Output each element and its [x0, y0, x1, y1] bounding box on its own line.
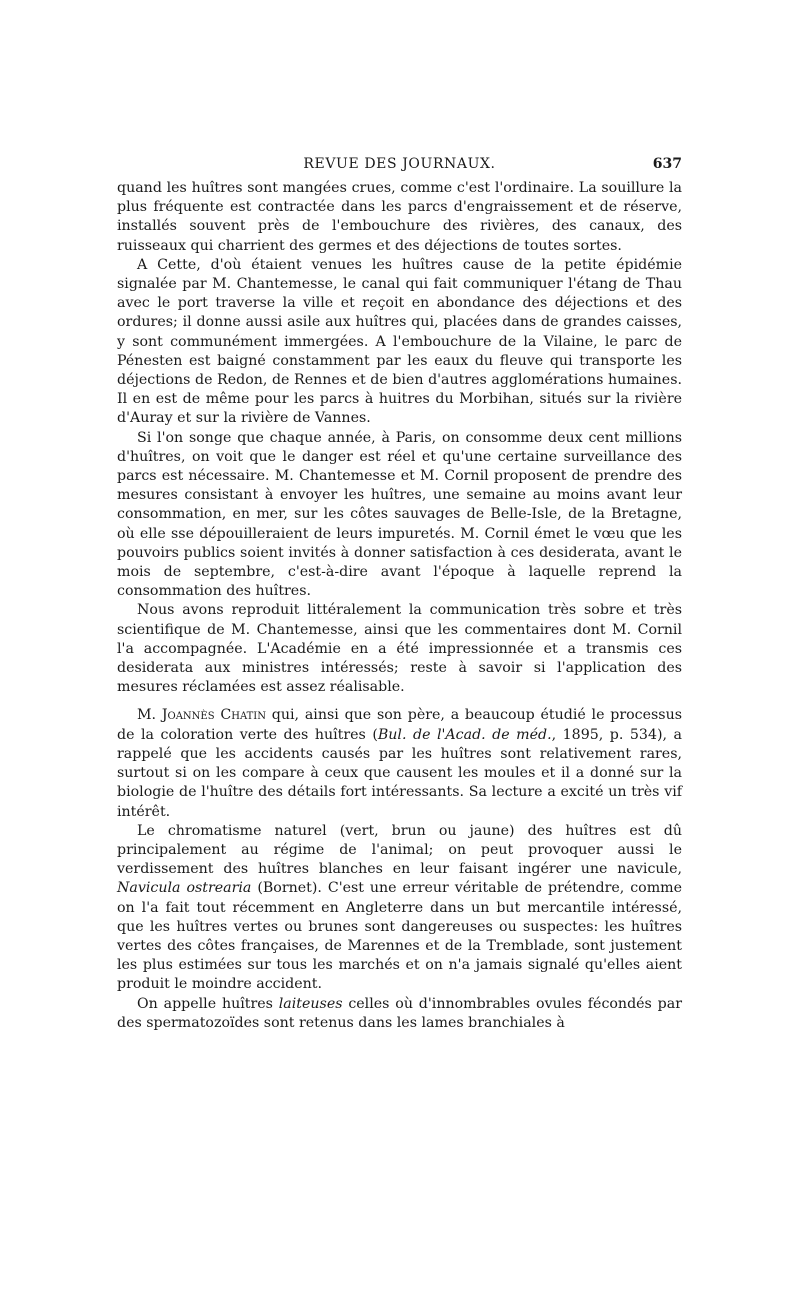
- paragraph-laiteuses: [117, 995, 682, 1033]
- text-segment: celles où d'innombrables ovules fécondés par des spermatozoïdes sont retenus dans les lames branchiales à: [117, 995, 682, 1031]
- document-page: [117, 153, 682, 1033]
- paragraph-surveillance: Si l'on songe que chaque année, à Paris, on consomme deux cent millions d'huîtres, on voit que le danger est réel et qu'une certaine surveillance des parcs est nécessaire. M. Chantemesse et M. Cornil proposent de prendre des mesures consistant à envoyer les huîtres, une semaine au moins avant leur consommation, en mer, sur les côtes sauvages de Belle-Isle, de la Bretagne, où elle sse dépouilleraient de leurs impuretés. M. Cornil émet le vœu que les pouvoirs publics soient invités à donner satisfaction à ces desiderata, avant le mois de septembre, c'est-à-dire avant l'époque à laquelle reprend la consommation des huîtres.: [117, 429, 682, 600]
- paragraph-commentary: Nous avons reproduit littéralement la communication très sobre et très scientifique de M. Chantemesse, ainsi que les commentaires dont M. Cornil l'a accompagnée. L'Académie en a été impressionnée et a transmis ces desiderata aux ministres intéressés; reste à savoir si l'application des mesures réclamées est assez réalisable.: [117, 602, 682, 696]
- page-header: [117, 153, 682, 179]
- author-name: Joannès Chatin: [161, 707, 266, 724]
- paragraph-chromatisme: [117, 822, 682, 995]
- paragraph-chatin: [117, 706, 682, 821]
- honorific: M.: [137, 707, 162, 724]
- page-number: 637: [652, 156, 682, 172]
- journal-citation: Bul. de l'Acad. de méd.: [377, 726, 552, 743]
- section-gap: [117, 697, 682, 706]
- text-segment: , 1895, p. 534), a rappelé que les accidents causés par les huîtres sont relativement rares, surtout si on les compare à ceux que causent les moules et il a donné sur la biologie de l'huître des détails fort intéressants. Sa lecture a excité un très vif intérêt.: [117, 726, 682, 820]
- species-name: Navicula ostrearia: [117, 880, 252, 897]
- text-segment: qui, ainsi que son père, a beaucoup étudié le processus de la coloration verte des huîtres (: [117, 707, 682, 743]
- paragraph-cette-epidemic: A Cette, d'où étaient venues les huîtres cause de la petite épidémie signalée par M. Chantemesse, le canal qui fait communiquer l'étang de Thau avec le port traverse la ville et reçoit en abondance des déjections et des ordures; il donne aussi asile aux huîtres qui, placées dans de grandes caisses, y sont communément immergées. A l'embouchure de la Vilaine, le parc de Pénesten est baigné constamment par les eaux du fleuve qui transporte les déjections de Redon, de Rennes et de bien d'autres agglomérations humaines. Il en est de même pour les parcs à huitres du Morbihan, situés sur la rivière d'Auray et sur la rivière de Vannes.: [117, 256, 682, 427]
- text-segment: On appelle huîtres: [137, 995, 279, 1012]
- term-laiteuses: laiteuses: [278, 995, 343, 1012]
- text-segment: Le chromatisme naturel (vert, brun ou jaune) des huîtres est dû principalement au régime de l'animal; on peut provoquer aussi le verdissement des huîtres blanches en leur faisant ingérer une navicule,: [117, 822, 682, 878]
- text-segment: (Bornet). C'est une erreur véritable de prétendre, comme on l'a fait tout récemment en Angleterre dans un but mercantile intéressé, que les huîtres vertes ou brunes sont dangereuses ou suspectes: les huîtres vertes des côtes françaises, de Marennes et de la Tremblade, sont justement les plus estimées sur tous les marchés et on n'a jamais signalé qu'elles aient produit le moindre accident.: [117, 880, 682, 993]
- running-title: REVUE DES JOURNAUX.: [303, 156, 496, 172]
- paragraph-oyster-contamination: quand les huîtres sont mangées crues, comme c'est l'ordinaire. La souillure la plus fréquente est contractée dans les parcs d'engraissement et de réserve, installés souvent près de l'embouchure des rivières, des canaux, des ruisseaux qui charrient des germes et des déjections de toutes sortes.: [117, 180, 682, 254]
